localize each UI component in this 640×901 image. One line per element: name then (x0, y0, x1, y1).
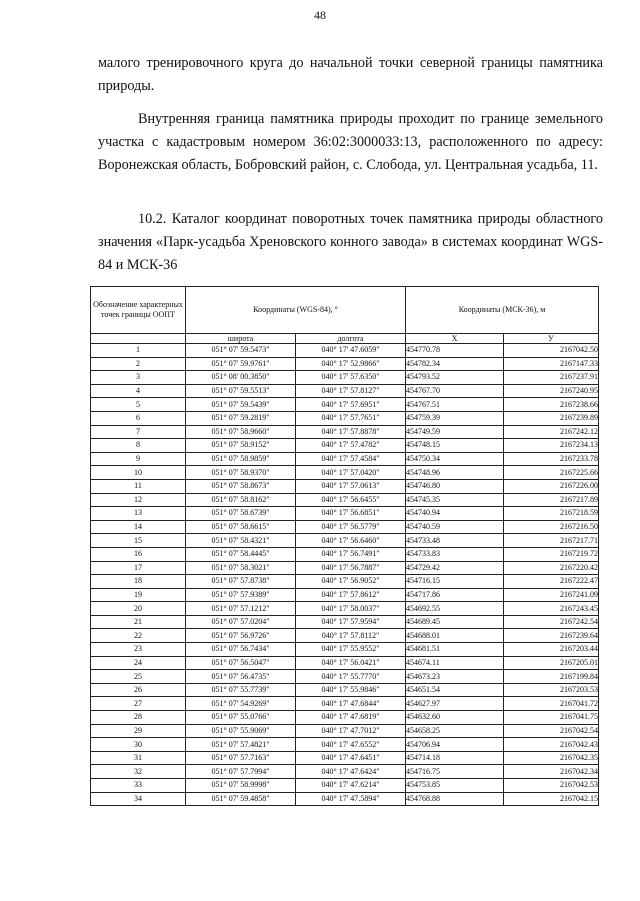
table-body (91, 344, 599, 806)
x-cell: 454627.97 (406, 697, 504, 711)
table-row (91, 575, 599, 589)
y-cell: 2167203.44 (504, 643, 599, 657)
table-row (91, 643, 599, 657)
longitude-cell: 040° 17' 47.6214" (296, 779, 406, 793)
x-cell: 454768.88 (406, 792, 504, 806)
y-cell: 2167239.64 (504, 629, 599, 643)
table-row (91, 439, 599, 453)
latitude-cell: 051° 07' 59.5439" (186, 398, 296, 412)
point-number: 18 (91, 575, 186, 589)
point-number: 26 (91, 683, 186, 697)
table-row (91, 357, 599, 371)
latitude-cell: 051° 07' 58.9370" (186, 466, 296, 480)
y-cell: 2167240.95 (504, 384, 599, 398)
point-number: 11 (91, 479, 186, 493)
y-cell: 2167242.54 (504, 615, 599, 629)
x-cell: 454632.60 (406, 711, 504, 725)
x-cell: 454745.35 (406, 493, 504, 507)
point-number: 17 (91, 561, 186, 575)
y-cell: 2167217.89 (504, 493, 599, 507)
latitude-cell: 051° 07' 58.8162" (186, 493, 296, 507)
latitude-cell: 051° 07' 55.0766" (186, 711, 296, 725)
y-cell: 2167219.72 (504, 547, 599, 561)
table-row (91, 561, 599, 575)
table-row (91, 479, 599, 493)
x-cell: 454749.59 (406, 425, 504, 439)
x-cell: 454729.42 (406, 561, 504, 575)
point-number: 22 (91, 629, 186, 643)
point-number: 6 (91, 411, 186, 425)
latitude-cell: 051° 07' 58.9660" (186, 425, 296, 439)
x-cell: 454740.59 (406, 520, 504, 534)
x-cell: 454746.80 (406, 479, 504, 493)
y-cell: 2167042.50 (504, 344, 599, 358)
table-row (91, 507, 599, 521)
y-cell: 2167233.78 (504, 452, 599, 466)
table-row (91, 779, 599, 793)
point-number: 5 (91, 398, 186, 412)
longitude-cell: 040° 17' 56.6851" (296, 507, 406, 521)
latitude-cell: 051° 08' 00.3850" (186, 371, 296, 385)
x-cell: 454658.25 (406, 724, 504, 738)
y-cell: 2167041.72 (504, 697, 599, 711)
longitude-cell: 040° 17' 57.0613" (296, 479, 406, 493)
x-cell: 454688.01 (406, 629, 504, 643)
x-cell: 454770.78 (406, 344, 504, 358)
point-number: 27 (91, 697, 186, 711)
paragraph-1: малого тренировочного круга до начальной точки северной границы памятника природы. (98, 55, 603, 94)
y-cell: 2167042.35 (504, 751, 599, 765)
longitude-cell: 040° 17' 47.6424" (296, 765, 406, 779)
latitude-cell: 051° 07' 57.9389" (186, 588, 296, 602)
latitude-cell: 051° 07' 59.5473" (186, 344, 296, 358)
table-row (91, 670, 599, 684)
y-cell: 2167226.00 (504, 479, 599, 493)
x-cell: 454689.45 (406, 615, 504, 629)
latitude-cell: 051° 07' 58.6739" (186, 507, 296, 521)
longitude-cell: 040° 17' 56.6455" (296, 493, 406, 507)
table-row (91, 452, 599, 466)
longitude-cell: 040° 17' 57.8127" (296, 384, 406, 398)
y-cell: 2167238.66 (504, 398, 599, 412)
x-cell: 454748.96 (406, 466, 504, 480)
header-y: У (504, 334, 599, 344)
latitude-cell: 051° 07' 59.4858" (186, 792, 296, 806)
point-number: 23 (91, 643, 186, 657)
x-cell: 454673.23 (406, 670, 504, 684)
table-row (91, 765, 599, 779)
latitude-cell: 051° 07' 57.7163" (186, 751, 296, 765)
x-cell: 454681.51 (406, 643, 504, 657)
point-number: 4 (91, 384, 186, 398)
table-row (91, 629, 599, 643)
table-row (91, 493, 599, 507)
longitude-cell: 040° 17' 56.6460" (296, 534, 406, 548)
latitude-cell: 051° 07' 56.4735" (186, 670, 296, 684)
x-cell: 454706.94 (406, 738, 504, 752)
point-number: 25 (91, 670, 186, 684)
y-cell: 2167243.45 (504, 602, 599, 616)
point-number: 8 (91, 439, 186, 453)
longitude-cell: 040° 17' 55.7770" (296, 670, 406, 684)
point-number: 15 (91, 534, 186, 548)
point-number: 3 (91, 371, 186, 385)
longitude-cell: 040° 17' 47.6844" (296, 697, 406, 711)
x-cell: 454717.86 (406, 588, 504, 602)
table-row (91, 371, 599, 385)
longitude-cell: 040° 17' 47.6819" (296, 711, 406, 725)
table-row (91, 384, 599, 398)
point-number: 14 (91, 520, 186, 534)
table-row (91, 738, 599, 752)
latitude-cell: 051° 07' 59.5513" (186, 384, 296, 398)
table-row (91, 466, 599, 480)
y-cell: 2167042.54 (504, 724, 599, 738)
point-number: 9 (91, 452, 186, 466)
longitude-cell: 040° 17' 57.7651" (296, 411, 406, 425)
table-row (91, 711, 599, 725)
latitude-cell: 051° 07' 56.7434" (186, 643, 296, 657)
longitude-cell: 040° 17' 57.4584" (296, 452, 406, 466)
point-number: 21 (91, 615, 186, 629)
latitude-cell: 051° 07' 58.4321" (186, 534, 296, 548)
y-cell: 2167216.50 (504, 520, 599, 534)
y-cell: 2167042.53 (504, 779, 599, 793)
point-number: 33 (91, 779, 186, 793)
table-row (91, 398, 599, 412)
latitude-cell: 051° 07' 57.7994" (186, 765, 296, 779)
header-wgs84: Координаты (WGS-84), ° (186, 287, 406, 334)
point-number: 31 (91, 751, 186, 765)
longitude-cell: 040° 17' 56.7887" (296, 561, 406, 575)
x-cell: 454716.75 (406, 765, 504, 779)
latitude-cell: 051° 07' 55.9069" (186, 724, 296, 738)
point-number: 12 (91, 493, 186, 507)
x-cell: 454716.15 (406, 575, 504, 589)
point-number: 32 (91, 765, 186, 779)
table-row (91, 344, 599, 358)
point-number: 34 (91, 792, 186, 806)
longitude-cell: 040° 17' 47.6451" (296, 751, 406, 765)
point-number: 24 (91, 656, 186, 670)
longitude-cell: 040° 17' 57.8612" (296, 588, 406, 602)
x-cell: 454793.52 (406, 371, 504, 385)
y-cell: 2167220.42 (504, 561, 599, 575)
table-row (91, 534, 599, 548)
section-heading-10-2: 10.2. Каталог координат поворотных точек памятника природы областного значения «Парк-усадьба Хреновского конного завода» в системах координат WGS-84 и МСК-36 (98, 211, 603, 273)
point-number: 2 (91, 357, 186, 371)
longitude-cell: 040° 17' 56.7491" (296, 547, 406, 561)
longitude-cell: 040° 17' 57.6350" (296, 371, 406, 385)
y-cell: 2167241.09 (504, 588, 599, 602)
table-row (91, 411, 599, 425)
y-cell: 2167042.34 (504, 765, 599, 779)
longitude-cell: 040° 17' 58.0037" (296, 602, 406, 616)
longitude-cell: 040° 17' 57.8112" (296, 629, 406, 643)
latitude-cell: 051° 07' 57.4821" (186, 738, 296, 752)
point-number: 29 (91, 724, 186, 738)
x-cell: 454733.48 (406, 534, 504, 548)
y-cell: 2167222.47 (504, 575, 599, 589)
longitude-cell: 040° 17' 57.6951" (296, 398, 406, 412)
y-cell: 2167042.43 (504, 738, 599, 752)
x-cell: 454753.85 (406, 779, 504, 793)
latitude-cell: 051° 07' 59.2819" (186, 411, 296, 425)
table-row (91, 724, 599, 738)
y-cell: 2167225.66 (504, 466, 599, 480)
table-row (91, 656, 599, 670)
x-cell: 454651.54 (406, 683, 504, 697)
latitude-cell: 051° 07' 56.9726" (186, 629, 296, 643)
page-number: 48 (314, 8, 326, 22)
table-row (91, 751, 599, 765)
longitude-cell: 040° 17' 57.8878" (296, 425, 406, 439)
x-cell: 454733.83 (406, 547, 504, 561)
y-cell: 2167147.33 (504, 357, 599, 371)
latitude-cell: 051° 07' 58.9152" (186, 439, 296, 453)
x-cell: 454740.94 (406, 507, 504, 521)
header-latitude: широта (186, 334, 296, 344)
longitude-cell: 040° 17' 56.9052" (296, 575, 406, 589)
latitude-cell: 051° 07' 57.8738" (186, 575, 296, 589)
y-cell: 2167218.59 (504, 507, 599, 521)
point-number: 28 (91, 711, 186, 725)
table-row (91, 588, 599, 602)
point-number: 20 (91, 602, 186, 616)
latitude-cell: 051° 07' 55.7739" (186, 683, 296, 697)
header-points: Обозначение характерных точек границы ООПТ (91, 287, 186, 334)
latitude-cell: 051° 07' 54.9269" (186, 697, 296, 711)
point-number: 30 (91, 738, 186, 752)
x-cell: 454692.55 (406, 602, 504, 616)
latitude-cell: 051° 07' 57.0204" (186, 615, 296, 629)
x-cell: 454714.18 (406, 751, 504, 765)
point-number: 10 (91, 466, 186, 480)
x-cell: 454674.11 (406, 656, 504, 670)
latitude-cell: 051° 07' 56.5047" (186, 656, 296, 670)
coordinates-table (90, 286, 599, 806)
latitude-cell: 051° 07' 57.1212" (186, 602, 296, 616)
latitude-cell: 051° 07' 58.9859" (186, 452, 296, 466)
point-number: 7 (91, 425, 186, 439)
header-blank (91, 334, 186, 344)
table-row (91, 547, 599, 561)
x-cell: 454748.15 (406, 439, 504, 453)
x-cell: 454767.51 (406, 398, 504, 412)
paragraph-2: Внутренняя граница памятника природы проходит по границе земельного участка с кадастровым номером 36:02:3000033:13, расположенного по адресу: Воронежская область, Бобровский район, с. Слобода, ул. Центральная усадьба, 11. (98, 111, 603, 173)
longitude-cell: 040° 17' 56.5779" (296, 520, 406, 534)
y-cell: 2167203.53 (504, 683, 599, 697)
table-row (91, 683, 599, 697)
longitude-cell: 040° 17' 47.6552" (296, 738, 406, 752)
latitude-cell: 051° 07' 58.6615" (186, 520, 296, 534)
longitude-cell: 040° 17' 57.9594" (296, 615, 406, 629)
y-cell: 2167041.75 (504, 711, 599, 725)
point-number: 1 (91, 344, 186, 358)
latitude-cell: 051° 07' 58.8673" (186, 479, 296, 493)
y-cell: 2167217.71 (504, 534, 599, 548)
latitude-cell: 051° 07' 59.9761" (186, 357, 296, 371)
longitude-cell: 040° 17' 47.6059" (296, 344, 406, 358)
latitude-cell: 051° 07' 58.4445" (186, 547, 296, 561)
longitude-cell: 040° 17' 56.0421" (296, 656, 406, 670)
longitude-cell: 040° 17' 57.4782" (296, 439, 406, 453)
header-x: X (406, 334, 504, 344)
y-cell: 2167234.13 (504, 439, 599, 453)
table-row (91, 792, 599, 806)
table-row (91, 602, 599, 616)
y-cell: 2167199.84 (504, 670, 599, 684)
longitude-cell: 040° 17' 47.7012" (296, 724, 406, 738)
table-row (91, 425, 599, 439)
x-cell: 454759.39 (406, 411, 504, 425)
longitude-cell: 040° 17' 55.9846" (296, 683, 406, 697)
point-number: 16 (91, 547, 186, 561)
point-number: 13 (91, 507, 186, 521)
longitude-cell: 040° 17' 52.9866" (296, 357, 406, 371)
longitude-cell: 040° 17' 55.9552" (296, 643, 406, 657)
y-cell: 2167042.15 (504, 792, 599, 806)
table-row (91, 520, 599, 534)
y-cell: 2167205.01 (504, 656, 599, 670)
latitude-cell: 051° 07' 58.3021" (186, 561, 296, 575)
longitude-cell: 040° 17' 47.5894" (296, 792, 406, 806)
header-longitude: долгота (296, 334, 406, 344)
table-row (91, 615, 599, 629)
y-cell: 2167237.91 (504, 371, 599, 385)
x-cell: 454750.34 (406, 452, 504, 466)
point-number: 19 (91, 588, 186, 602)
x-cell: 454767.70 (406, 384, 504, 398)
y-cell: 2167242.12 (504, 425, 599, 439)
longitude-cell: 040° 17' 57.0420" (296, 466, 406, 480)
latitude-cell: 051° 07' 58.9998" (186, 779, 296, 793)
y-cell: 2167239.89 (504, 411, 599, 425)
header-msk36: Координаты (МСК-36), м (406, 287, 599, 334)
table-row (91, 697, 599, 711)
x-cell: 454782.34 (406, 357, 504, 371)
